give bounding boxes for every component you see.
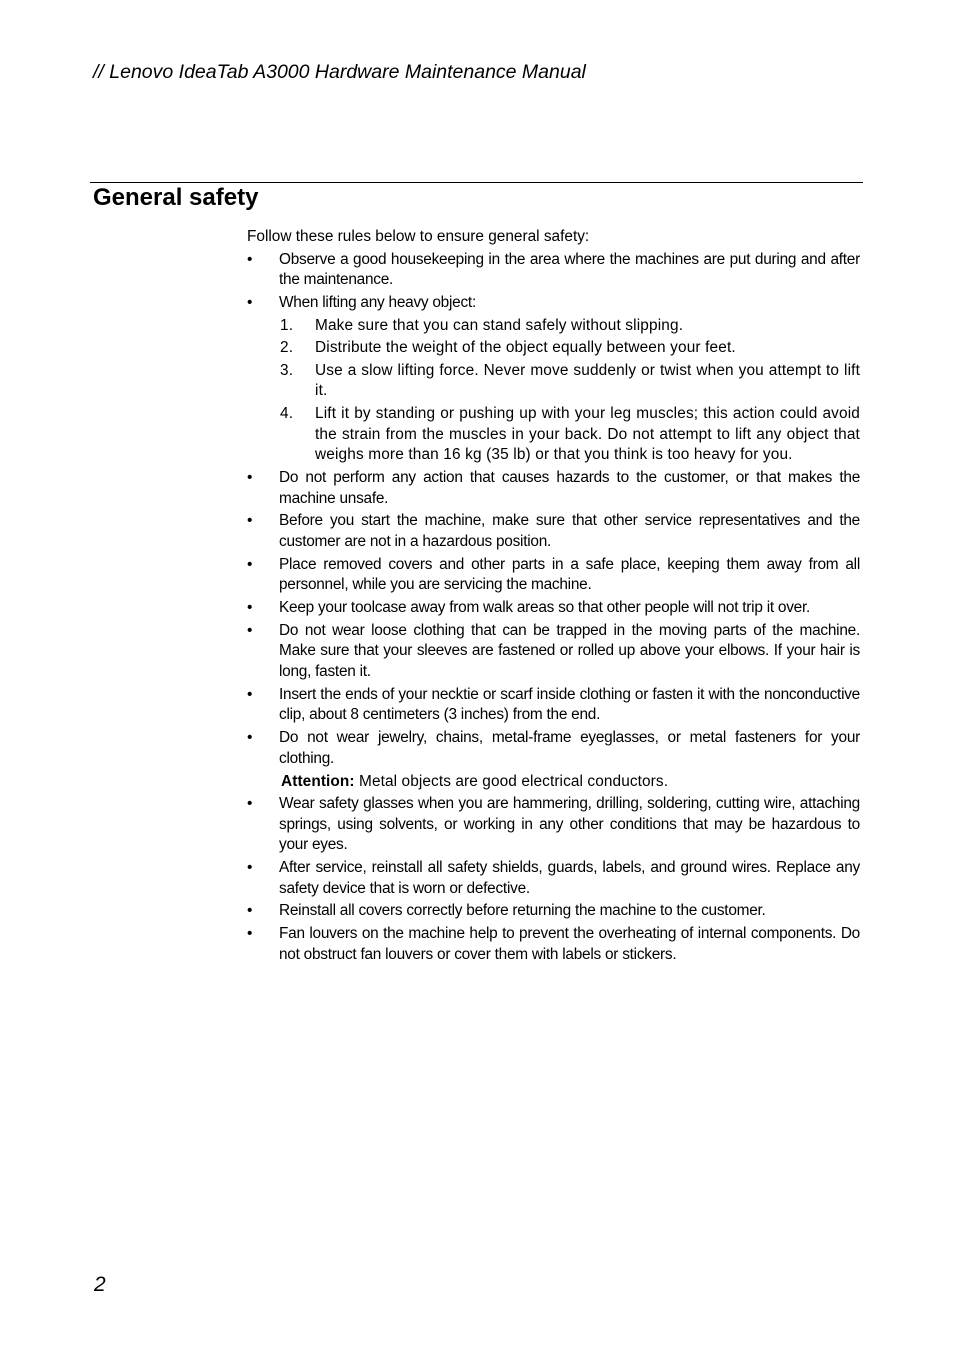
safety-rule-housekeeping [247, 250, 860, 291]
rule-text: Do not perform any action that causes hazards to the customer, or that makes the machine unsafe. [279, 468, 860, 507]
step-text: Lift it by standing or pushing up with your leg muscles; this action could avoid the strain from the muscles in your back. Do not attempt to lift any object that weighs more than 16 kg (35 lb) or that you think is too heavy for you. [315, 404, 860, 464]
lifting-step-4 [279, 404, 860, 466]
rule-text: Place removed covers and other parts in a safe place, keeping them away from all personnel, while you are servicing the machine. [279, 555, 860, 594]
section-divider [90, 182, 863, 183]
bullet-marker: • [247, 795, 253, 813]
safety-rules-list [247, 250, 860, 770]
section-title: General safety [93, 184, 259, 211]
section-body [247, 227, 860, 968]
safety-rule-necktie [247, 685, 860, 726]
step-text: Use a slow lifting force. Never move suddenly or twist when you attempt to lift it. [315, 361, 860, 400]
bullet-marker: • [247, 293, 253, 311]
step-text: Distribute the weight of the object equally between your feet. [315, 339, 736, 357]
bullet-marker: • [247, 729, 253, 747]
step-number: 4. [280, 404, 294, 422]
safety-rule-fan-louvers [247, 924, 860, 965]
rule-text: When lifting any heavy object: [279, 293, 476, 311]
attention-note [247, 772, 860, 793]
page-number: 2 [94, 1273, 106, 1296]
safety-rule-reinstall-covers [247, 901, 860, 922]
safety-rule-start-machine [247, 511, 860, 552]
safety-rule-jewelry [247, 728, 860, 769]
bullet-marker: • [247, 555, 253, 573]
rule-text: Fan louvers on the machine help to prevent the overheating of internal components. Do not obstruct fan louvers or cover them with labels or stickers. [279, 925, 860, 963]
bullet-marker: • [247, 250, 253, 268]
step-number: 1. [280, 316, 294, 334]
safety-rule-no-hazards [247, 468, 860, 509]
bullet-marker: • [247, 925, 253, 943]
safety-rule-loose-clothing [247, 621, 860, 683]
step-number: 3. [280, 361, 294, 379]
rule-text: Do not wear loose clothing that can be trapped in the moving parts of the machine. Make sure that your sleeves are fastened or rolled up above your elbows. If your hair is long, fasten it. [279, 621, 860, 680]
running-header-title: // Lenovo IdeaTab A3000 Hardware Maintenance Manual [93, 61, 586, 83]
rule-text: Observe a good housekeeping in the area where the machines are put during and after the maintenance. [279, 250, 860, 289]
bullet-marker: • [247, 468, 253, 486]
safety-rule-reinstall-shields [247, 858, 860, 899]
lifting-step-1 [279, 316, 860, 337]
attention-label: Attention: [281, 772, 355, 790]
bullet-marker: • [247, 902, 253, 920]
safety-rule-lifting [247, 293, 860, 466]
rule-text: After service, reinstall all safety shields, guards, labels, and ground wires. Replace any safety device that is worn or defective. [279, 859, 860, 897]
bullet-marker: • [247, 685, 253, 703]
safety-rule-safety-glasses [247, 794, 860, 856]
attention-text: Metal objects are good electrical conductors. [354, 772, 669, 790]
bullet-marker: • [247, 599, 253, 617]
lifting-steps-list [279, 316, 860, 466]
safety-rule-toolcase [247, 598, 860, 619]
safety-rules-list-continued [247, 794, 860, 965]
rule-text: Reinstall all covers correctly before returning the machine to the customer. [279, 902, 766, 920]
bullet-marker: • [247, 621, 253, 639]
safety-rule-removed-covers [247, 555, 860, 596]
bullet-marker: • [247, 512, 253, 530]
rule-text: Insert the ends of your necktie or scarf inside clothing or fasten it with the nonconductive clip, about 8 centimeters (3 inches) from the end. [279, 685, 860, 724]
rule-text: Keep your toolcase away from walk areas so that other people will not trip it over. [279, 599, 811, 617]
intro-text: Follow these rules below to ensure general safety: [247, 228, 590, 245]
rule-text: Wear safety glasses when you are hammering, drilling, soldering, cutting wire, attaching springs, using solvents, or working in any other conditions that may be hazardous to your eyes. [279, 795, 860, 854]
bullet-marker: • [247, 859, 253, 877]
rule-text: Do not wear jewelry, chains, metal-frame eyeglasses, or metal fasteners for your clothing. [279, 729, 860, 767]
lifting-step-2 [279, 338, 860, 359]
step-text: Make sure that you can stand safely without slipping. [315, 316, 684, 334]
rule-text: Before you start the machine, make sure that other service representatives and the customer are not in a hazardous position. [279, 512, 860, 550]
lifting-step-3 [279, 361, 860, 402]
step-number: 2. [280, 339, 294, 357]
